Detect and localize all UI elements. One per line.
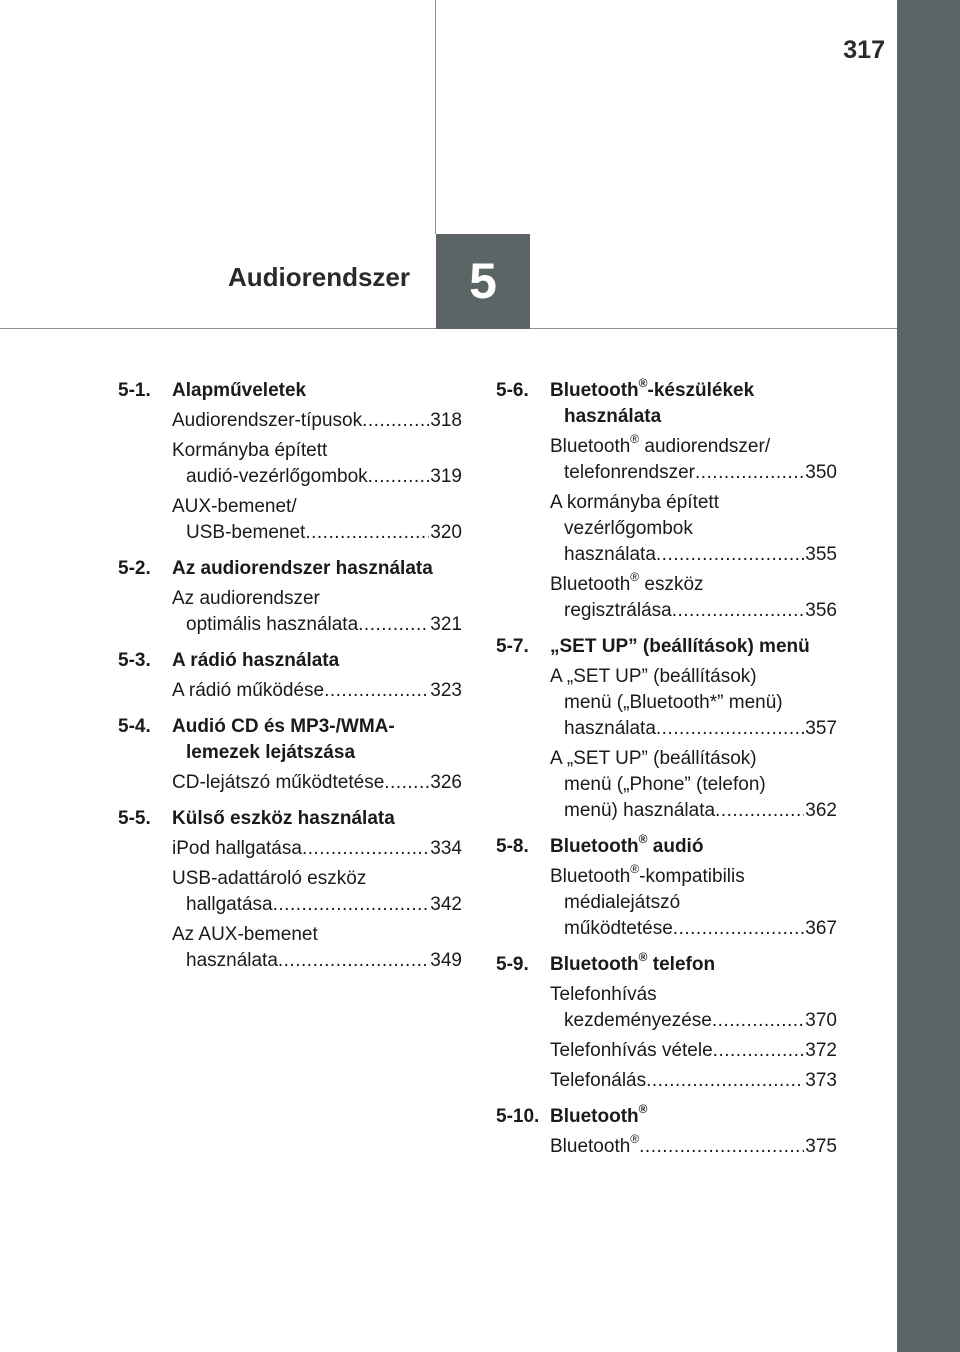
entry-page-number: 355 <box>805 544 837 565</box>
entry-page-number: 321 <box>430 614 462 635</box>
section-title[interactable]: Bluetooth®-készülékek használata <box>550 375 755 427</box>
dot-leader <box>639 1134 804 1160</box>
section-title[interactable]: Az audiorendszer használata <box>172 558 433 579</box>
toc-entry[interactable] <box>550 982 837 1034</box>
toc-section <box>496 630 837 824</box>
entry-page-number: 367 <box>805 918 837 939</box>
toc-section <box>118 802 462 974</box>
dot-leader <box>358 612 429 638</box>
section-title[interactable]: Bluetooth® telefon <box>550 949 716 975</box>
entry-page-number: 373 <box>805 1070 837 1091</box>
dot-leader <box>278 948 429 974</box>
entry-text: használata <box>564 544 656 565</box>
toc-entry[interactable] <box>172 922 462 974</box>
toc-entry[interactable] <box>550 1131 837 1160</box>
entry-page-number: 318 <box>430 410 462 431</box>
entry-page-number: 342 <box>430 894 462 915</box>
chapter-title: Audiorendszer <box>227 262 410 292</box>
section-number: 5-7. <box>496 636 529 657</box>
section-number: 5-10. <box>496 1106 540 1127</box>
entry-page-number: 372 <box>805 1040 837 1061</box>
section-number: 5-1. <box>118 380 151 401</box>
toc-section <box>496 830 837 942</box>
entry-page-number: 357 <box>805 718 837 739</box>
section-title[interactable]: A rádió használata <box>172 650 340 671</box>
entry-text: Az AUX-bemenet <box>172 924 318 945</box>
toc-section <box>118 552 462 638</box>
section-title[interactable]: Alapműveletek <box>172 380 307 401</box>
entry-text: CD-lejátszó működtetése <box>172 772 385 793</box>
dot-leader <box>695 460 804 486</box>
toc-entry[interactable] <box>550 861 837 942</box>
entry-text: kezdeményezése <box>564 1010 712 1031</box>
toc-entry[interactable] <box>172 438 462 490</box>
entry-page-number: 326 <box>430 772 462 793</box>
entry-page-number: 350 <box>805 462 837 483</box>
dot-leader <box>715 798 804 824</box>
entry-text: Az audiorendszer <box>172 588 320 609</box>
entry-text: Bluetooth® <box>550 1131 640 1157</box>
dot-leader <box>368 464 430 490</box>
section-number: 5-9. <box>496 954 529 975</box>
entry-text: menü („Phone” (telefon) <box>564 774 766 795</box>
entry-text: USB-adattároló eszköz <box>172 868 367 889</box>
section-title[interactable]: Bluetooth® <box>550 1101 648 1127</box>
entry-text: A „SET UP” (beállítások) <box>550 666 757 687</box>
section-title[interactable]: Külső eszköz használata <box>172 808 395 829</box>
entry-page-number: 349 <box>430 950 462 971</box>
toc-entry[interactable] <box>550 746 837 824</box>
toc-column-right <box>496 374 837 1160</box>
dot-leader <box>672 598 805 624</box>
section-number: 5-3. <box>118 650 151 671</box>
entry-text: audió-vezérlőgombok <box>186 466 368 487</box>
toc-section <box>118 710 462 796</box>
chapter-side-tab <box>897 0 960 1352</box>
dot-leader <box>713 1038 805 1064</box>
toc-entry[interactable] <box>550 431 837 486</box>
entry-text: USB-bemenet <box>186 522 306 543</box>
toc-entry[interactable] <box>550 569 837 624</box>
toc-section <box>496 374 837 624</box>
entry-text: Telefonhívás vétele <box>550 1040 713 1061</box>
toc-section <box>496 1100 837 1160</box>
dot-leader <box>324 678 429 704</box>
entry-text: menü („Bluetooth*” menü) <box>564 692 783 713</box>
entry-page-number: 334 <box>430 838 462 859</box>
toc-entry[interactable] <box>172 678 462 704</box>
toc-entry[interactable] <box>550 490 837 568</box>
section-number: 5-6. <box>496 380 529 401</box>
chapter-number-box: 5 <box>436 234 530 329</box>
toc-entry[interactable] <box>172 836 462 862</box>
page-number: 317 <box>843 36 885 64</box>
entry-text: iPod hallgatása <box>172 838 302 859</box>
toc-entry[interactable] <box>172 866 462 918</box>
entry-text: Telefonálás <box>550 1070 647 1091</box>
section-title[interactable]: Bluetooth® audió <box>550 831 704 857</box>
toc-entry[interactable] <box>550 664 837 742</box>
entry-page-number: 362 <box>805 800 837 821</box>
toc-entry[interactable] <box>172 408 462 434</box>
dot-leader <box>656 716 804 742</box>
dot-leader <box>656 542 804 568</box>
section-number: 5-2. <box>118 558 151 579</box>
entry-text: regisztrálása <box>564 600 672 621</box>
entry-text: A kormányba épített <box>550 492 719 513</box>
entry-text: működtetése <box>564 918 673 939</box>
entry-text: médialejátszó <box>564 892 681 913</box>
entry-page-number: 370 <box>805 1010 837 1031</box>
entry-text: Telefonhívás <box>550 984 657 1005</box>
dot-leader <box>273 892 430 918</box>
dot-leader <box>362 408 429 434</box>
entry-text: Bluetooth® audiorendszer/ <box>550 431 771 457</box>
entry-text: Kormányba épített <box>172 440 328 461</box>
toc-entry[interactable] <box>172 586 462 638</box>
header-divider-vertical <box>435 0 436 234</box>
entry-page-number: 319 <box>430 466 462 487</box>
dot-leader <box>712 1008 804 1034</box>
toc-section <box>118 374 462 546</box>
dot-leader <box>384 770 429 796</box>
section-number: 5-8. <box>496 836 529 857</box>
entry-text: Audiorendszer-típusok <box>172 410 363 431</box>
entry-text: vezérlőgombok <box>564 518 693 539</box>
entry-page-number: 320 <box>430 522 462 543</box>
entry-text: hallgatása <box>186 894 273 915</box>
entry-text: menü) használata <box>564 800 716 821</box>
dot-leader <box>646 1068 804 1094</box>
entry-text: A „SET UP” (beállítások) <box>550 748 757 769</box>
entry-text: Bluetooth® eszköz <box>550 569 704 595</box>
toc-entry[interactable] <box>550 1068 837 1094</box>
section-number: 5-5. <box>118 808 151 829</box>
toc-section <box>118 644 462 704</box>
toc-section <box>496 948 837 1094</box>
entry-page-number: 356 <box>805 600 837 621</box>
entry-text: Bluetooth®-kompatibilis <box>550 861 745 887</box>
section-title[interactable]: „SET UP” (beállítások) menü <box>550 636 810 657</box>
entry-page-number: 323 <box>430 680 462 701</box>
entry-text: AUX-bemenet/ <box>172 496 297 517</box>
entry-text: használata <box>564 718 656 739</box>
toc-entry[interactable] <box>550 1038 837 1064</box>
dot-leader <box>305 520 429 546</box>
entry-text: A rádió működése <box>172 680 325 701</box>
section-title[interactable]: Audió CD és MP3-/WMA- lemezek lejátszása <box>172 716 395 763</box>
dot-leader <box>302 836 429 862</box>
dot-leader <box>673 916 805 942</box>
toc-entry[interactable] <box>172 494 462 546</box>
toc-entry[interactable] <box>172 770 462 796</box>
toc-column-left <box>118 374 462 974</box>
entry-text: telefonrendszer <box>564 462 695 483</box>
entry-text: optimális használata <box>186 614 359 635</box>
section-number: 5-4. <box>118 716 151 737</box>
entry-text: használata <box>186 950 278 971</box>
entry-page-number: 375 <box>805 1136 837 1157</box>
